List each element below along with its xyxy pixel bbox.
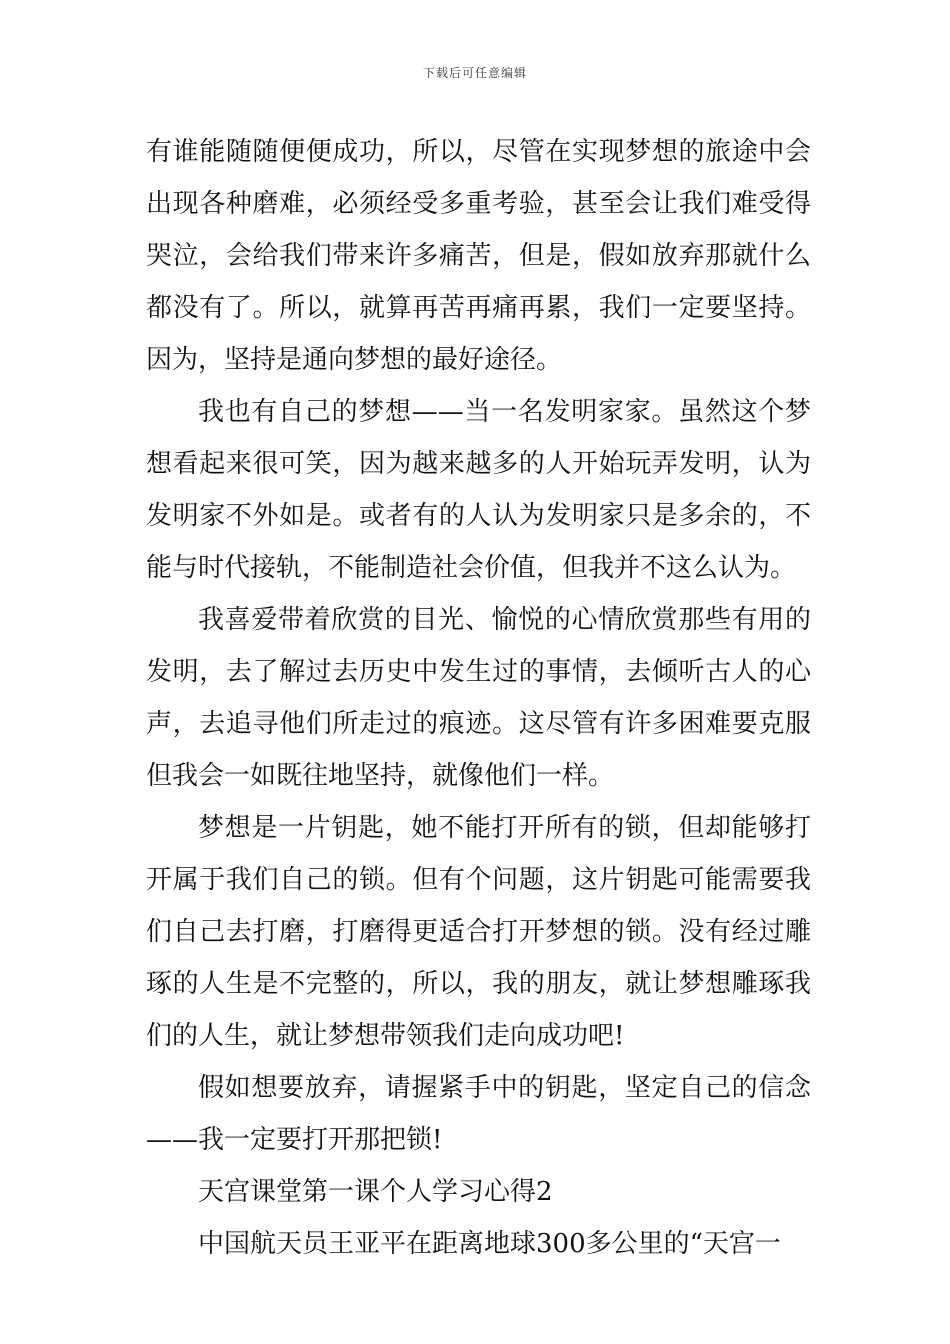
paragraph-2: 我也有自己的梦想——当一名发明家家。虽然这个梦想看起来很可笑，因为越来越多的人开始玩弄发明，认为发明家不外如是。或者有的人认为发明家只是多余的，不能与时代接轨，不能制造社会价值，但我并不这么认为。 xyxy=(146,397,811,583)
paragraph-3: 我喜爱带着欣赏的目光、愉悦的心情欣赏那些有用的发明，去了解过去历史中发生过的事情，去倾听古人的心声，去追寻他们所走过的痕迹。这尽管有许多困难要克服但我会一如既往地坚持，就像他们一样。 xyxy=(146,605,811,791)
paragraph-1: 有谁能随随便便成功，所以，尽管在实现梦想的旅途中会出现各种磨难，必须经受多重考验，甚至会让我们难受得哭泣，会给我们带来许多痛苦，但是，假如放弃那就什么都没有了。所以，就算再苦再痛再累，我们一定要坚持。因为，坚持是通向梦想的最好途径。 xyxy=(146,137,811,375)
page-header: 下载后可任意编辑 xyxy=(422,66,527,80)
document-body xyxy=(146,126,811,1270)
paragraph-6: 中国航天员王亚平在距离地球300多公里的“天宫一 xyxy=(198,1229,781,1259)
paragraph-5: 假如想要放弃，请握紧手中的钥匙，坚定自己的信念——我一定要打开那把锁! xyxy=(146,1073,811,1155)
section-heading: 天宫课堂第一课个人学习心得2 xyxy=(198,1177,553,1207)
paragraph-4: 梦想是一片钥匙，她不能打开所有的锁，但却能够打开属于我们自己的锁。但有个问题，这片钥匙可能需要我们自己去打磨，打磨得更适合打开梦想的锁。没有经过雕琢的人生是不完整的，所以，我的朋友，就让梦想雕琢我们的人生，就让梦想带领我们走向成功吧! xyxy=(146,813,811,1051)
